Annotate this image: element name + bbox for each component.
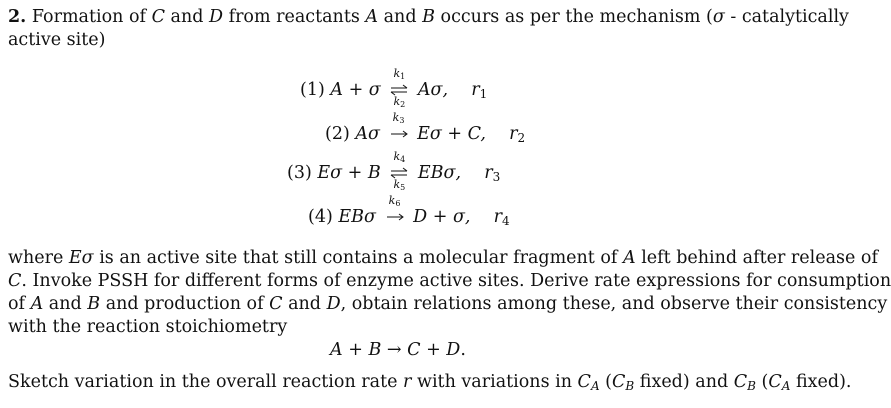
species-b: B	[87, 294, 101, 314]
rate-constant-reverse: k5	[393, 178, 406, 192]
species-a: A	[365, 7, 379, 27]
step-lhs: EBσ	[338, 207, 376, 227]
arrow-icon	[386, 211, 404, 223]
mechanism-step-4	[308, 194, 510, 229]
intro-text-c: occurs as per the mechanism (	[434, 7, 713, 27]
equilibrium-arrow-icon	[388, 150, 410, 192]
step-rate-sub: 1	[479, 87, 488, 101]
step-rate-sub: 4	[501, 214, 510, 228]
sketch-line: Sketch variation in the overall reaction rate r with variations in CA (CB fixed) and CB (CA fixed).	[8, 372, 852, 393]
step-label: (1)	[300, 80, 325, 100]
body-line-1: where Eσ is an active site that still contains a molecular fragment of A left behind after release of	[8, 248, 878, 268]
mechanism-step-1	[300, 67, 488, 109]
species-c: C	[8, 271, 22, 291]
species-b: B	[422, 7, 435, 27]
intro-line-2: active site)	[8, 30, 106, 50]
intro-text-b: from reactants	[223, 7, 366, 27]
step-rhs: Aσ,	[417, 80, 449, 100]
step-rhs: Eσ + C,	[417, 124, 486, 144]
step-label: (4)	[308, 207, 333, 227]
forward-arrow-icon	[388, 111, 410, 145]
intro-and: and	[164, 7, 209, 27]
intro-line-1	[8, 6, 849, 28]
intro-and-2: and	[378, 7, 423, 27]
problem-number: 2.	[8, 7, 27, 27]
species-a: A	[30, 294, 44, 314]
e-sigma: Eσ	[68, 248, 94, 268]
rate-constant-forward: k1	[393, 67, 406, 81]
step-label: (3)	[287, 163, 312, 183]
step-lhs: Eσ + B	[317, 163, 381, 183]
step-lhs: Aσ	[355, 124, 380, 144]
reaction-arrow-icon: →	[381, 340, 408, 360]
arrow-icon	[390, 128, 408, 140]
step-rate-sub: 2	[517, 131, 526, 145]
step-lhs: A + σ	[330, 80, 381, 100]
species-c: C	[151, 7, 165, 27]
sigma-symbol: σ	[712, 7, 725, 27]
mechanism-step-2	[325, 111, 526, 146]
species-d: D	[326, 294, 341, 314]
rate-constant-forward: k4	[393, 150, 406, 164]
species-a: A	[622, 248, 636, 268]
intro-text: Formation of	[31, 7, 152, 27]
step-rate: r	[471, 80, 480, 100]
step-rate: r	[484, 163, 493, 183]
body-line-3: of A and B and production of C and D, obtain relations among these, and observe their consistency	[8, 294, 888, 314]
step-rate-sub: 3	[492, 170, 501, 184]
overall-reaction: A + B → C + D.	[330, 340, 466, 360]
body-line-2: C. Invoke PSSH for different forms of enzyme active sites. Derive rate expressions for consumption	[8, 271, 891, 291]
rate-constant-forward: k3	[392, 111, 405, 125]
intro-text-d: - catalytically	[724, 7, 849, 27]
equilibrium-arrow-icon	[388, 67, 410, 109]
step-label: (2)	[325, 124, 350, 144]
species-c: C	[269, 294, 283, 314]
rate-constant-forward: k6	[388, 194, 401, 208]
body-line-4: with the reaction stoichiometry	[8, 317, 288, 337]
forward-arrow-icon	[384, 194, 406, 228]
step-rhs: EBσ,	[417, 163, 462, 183]
step-rate: r	[509, 124, 518, 144]
step-rate: r	[493, 207, 502, 227]
step-rhs: D + σ,	[413, 207, 471, 227]
species-d: D	[209, 7, 224, 27]
rate-constant-reverse: k2	[393, 95, 406, 109]
mechanism-step-3	[287, 150, 501, 192]
